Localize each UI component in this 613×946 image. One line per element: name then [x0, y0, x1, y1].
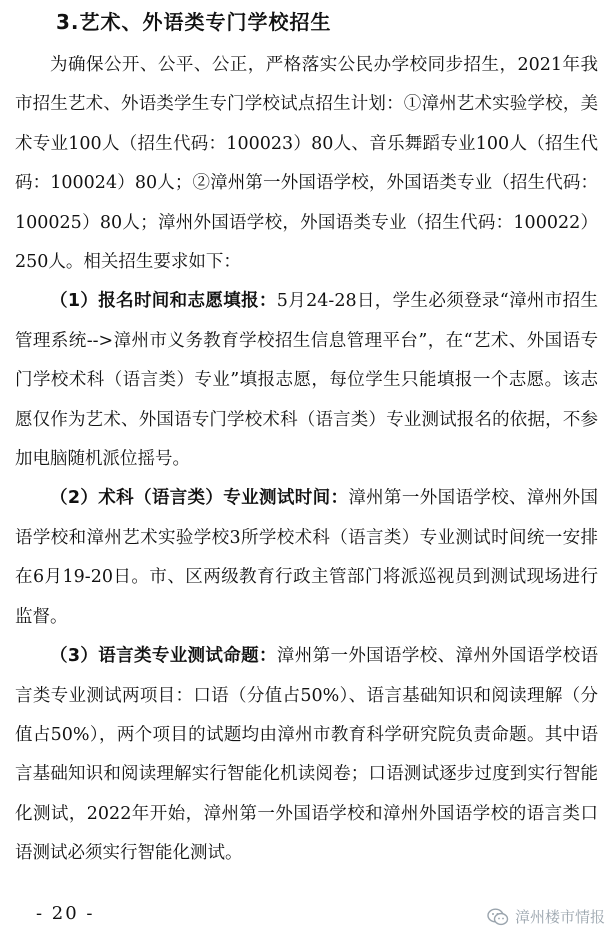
page-number: - 20 -	[36, 903, 95, 924]
wechat-icon	[487, 908, 509, 926]
item-text-3: 漳州第一外国语学校、漳州外国语学校语言类专业测试两项目：口语（分值占50%）、语言基础知识和阅读理解（分值占50%），两个项目的试题均由漳州市教育科学研究院负责命题。其中语言基础知识和阅读理解实行智能化机读阅卷；口语测试逐步过度到实行智能化测试，2022年开始，漳州第一外国语学校和漳州外国语学校的语言类口语测试必须实行智能化测试。	[15, 646, 599, 864]
section-heading: 3.艺术、外语类专门学校招生	[56, 10, 332, 34]
item-text-2: 漳州第一外国语学校、漳州外国语学校和漳州艺术实验学校3所学校术科（语言类）专业测试时间统一安排在6月19-20日。市、区两级教育行政主管部门将派巡视员到测试现场进行监督。	[15, 488, 598, 627]
item-title-2: （2）术科（语言类）专业测试时间：	[50, 488, 349, 509]
watermark-text: 漳州楼市情报	[514, 908, 605, 926]
document-body	[15, 46, 598, 874]
item-paragraph-3	[15, 637, 598, 873]
item-title-3: （3）语言类专业测试命题：	[50, 646, 277, 667]
intro-paragraph: 为确保公开、公平、公正，严格落实公民办学校同步招生，2021年我市招生艺术、外语类学生专门学校试点招生计划：①漳州艺术实验学校，美术专业100人（招生代码：100023）80人、音乐舞蹈专业100人（招生代码：100024）80人；②漳州第一外国语学校，外国语类专业（招生代码：100025）80人；漳州外国语学校，外国语类专业（招生代码：100022）250人。相关招生要求如下：	[15, 55, 598, 273]
watermark	[487, 906, 605, 927]
item-title-1: （1）报名时间和志愿填报：	[50, 291, 277, 312]
item-text-1: 5月24-28日，学生必须登录“漳州市招生管理系统-->漳州市义务教育学校招生信息管理平台”，在“艺术、外国语专门学校术科（语言类）专业”填报志愿，每位学生只能填报一个志愿。该志愿仅作为艺术、外国语专门学校术科（语言类）专业测试报名的依据，不参加电脑随机派位摇号。	[15, 291, 598, 470]
item-paragraph-2	[15, 479, 598, 637]
item-paragraph-1	[15, 282, 598, 479]
